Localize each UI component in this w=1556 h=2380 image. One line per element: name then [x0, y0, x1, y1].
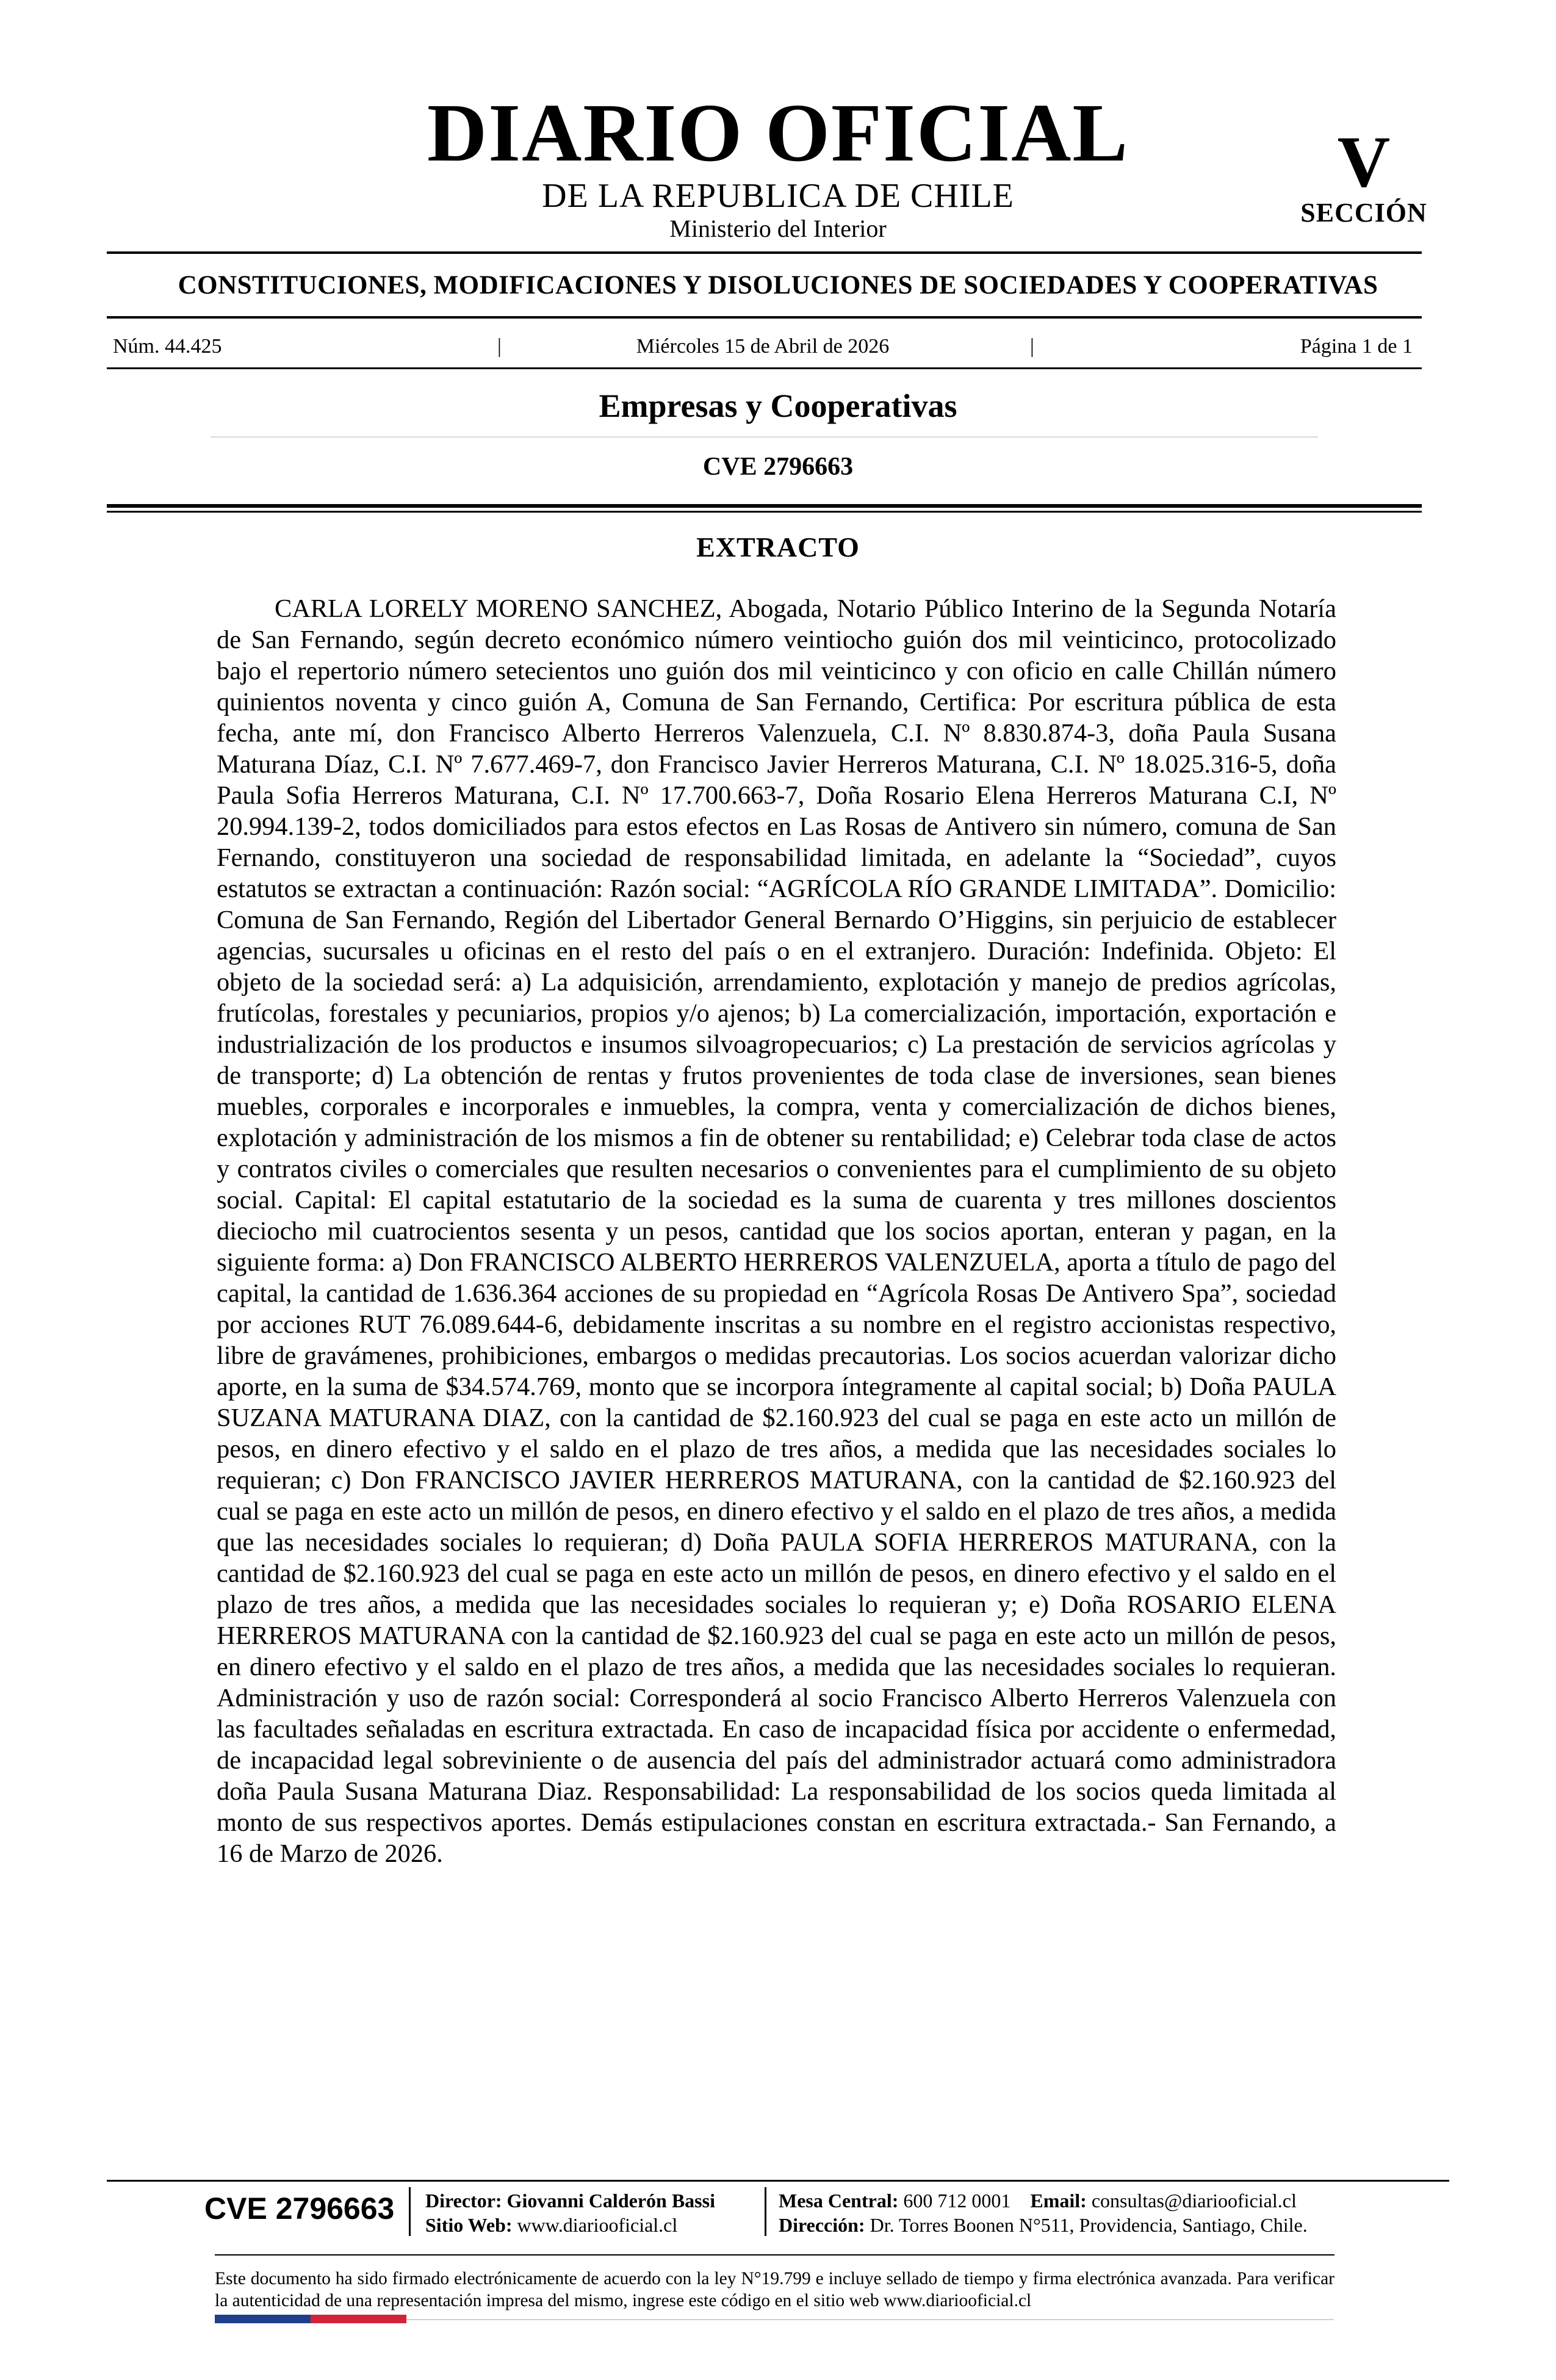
- heading-underline: [211, 436, 1318, 438]
- newspaper-title: DIARIO OFICIAL: [427, 87, 1129, 179]
- website-label: Sitio Web:: [425, 2214, 513, 2236]
- flag-baseline: [406, 2319, 1334, 2320]
- issue-rule-bottom: [107, 367, 1422, 369]
- document-heading: Empresas y Cooperativas: [599, 388, 957, 424]
- header-rule-top: [107, 251, 1422, 254]
- section-label: SECCIÓN: [1300, 198, 1427, 228]
- director-label: Director:: [425, 2190, 502, 2212]
- page-number: Página 1 de 1: [1300, 335, 1413, 358]
- footer-director-block: [425, 2188, 715, 2237]
- issue-separator: |: [1030, 335, 1034, 358]
- address-text: Dr. Torres Boonen N°511, Providencia, Santiago, Chile.: [870, 2214, 1308, 2236]
- issue-number: Núm. 44.425: [113, 335, 222, 358]
- issue-date: Miércoles 15 de Abril de 2026: [636, 335, 890, 358]
- issue-separator: |: [497, 335, 502, 358]
- footer-rule: [107, 2180, 1449, 2182]
- issue-info-row: [113, 334, 1413, 359]
- phone-number: 600 712 0001: [903, 2190, 1011, 2212]
- header-double-rule-thin: [107, 511, 1422, 513]
- phone-label: Mesa Central:: [779, 2190, 899, 2212]
- footer-divider: [409, 2187, 411, 2236]
- footer-rule-bottom: [215, 2254, 1334, 2256]
- website-link[interactable]: www.diariooficial.cl: [517, 2214, 678, 2236]
- cve-code: CVE 2796663: [702, 453, 854, 481]
- footer-legal-note: Este documento ha sido firmado electrónicamente de acuerdo con la ley N°19.799 e incluye sellado de tiempo y firma electrónica avanzada. Para verificar la autenticidad de una representación impresa del mismo, ingrese este código en el sitio web www.diariooficial.cl: [215, 2269, 1334, 2310]
- newspaper-subtitle: DE LA REPUBLICA DE CHILE: [542, 177, 1014, 215]
- footer-divider: [765, 2187, 766, 2236]
- header-double-rule-thick: [107, 504, 1422, 508]
- address-label: Dirección:: [779, 2214, 865, 2236]
- header-rule-category-bottom: [107, 316, 1422, 319]
- email-link[interactable]: consultas@diariooficial.cl: [1091, 2190, 1297, 2212]
- flag-stripe-red: [311, 2315, 406, 2323]
- director-name: Giovanni Calderón Bassi: [506, 2190, 715, 2212]
- email-label: Email:: [1030, 2190, 1087, 2212]
- extract-body: CARLA LORELY MORENO SANCHEZ, Abogada, Notario Público Interino de la Segunda Notaría de San Fernando, según decreto económico número veintiocho guión dos mil veinticinco, protocolizado bajo el repertorio número setecientos uno guión dos mil veinticinco y con oficio en calle Chillán número quinientos noventa y cinco guión A, Comuna de San Fernando, Certifica: Por escritura pública de esta fecha, ante mí, don Francisco Alberto Herreros Valenzuela, C.I. Nº 8.830.874-3, doña Paula Susana Maturana Díaz, C.I. Nº 7.677.469-7, don Francisco Javier Herreros Maturana, C.I. Nº 18.025.316-5, doña Paula Sofia Herreros Maturana, C.I. Nº 17.700.663-7, Doña Rosario Elena Herreros Maturana C.I, Nº 20.994.139-2, todos domiciliados para estos efectos en Las Rosas de Antivero sin número, comuna de San Fernando, constituyeron una sociedad de responsabilidad limitada, en adelante la “Sociedad”, cuyos estatutos se extractan a continuación: Razón social: “AGRÍCOLA RÍO GRANDE LIMITADA”. Domicilio: Comuna de San Fernando, Región del Libertador General Bernardo O’Higgins, sin perjuicio de establecer agencias, sucursales u oficinas en el resto del país o en el extranjero. Duración: Indefinida. Objeto: El objeto de la sociedad será: a) La adquisición, arrendamiento, explotación y manejo de predios agrícolas, frutícolas, forestales y pecuniarios, propios y/o ajenos; b) La comercialización, importación, exportación e industrialización de los productos e insumos silvoagropecuarios; c) La prestación de servicios agrícolas y de transporte; d) La obtención de rentas y frutos provenientes de toda clase de inversiones, sean bienes muebles, corporales e incorporales e inmuebles, la compra, venta y comercialización de dichos bienes, explotación y administración de los mismos a fin de obtener su rentabilidad; e) Celebrar toda clase de actos y contratos civiles o comerciales que resulten necesarios o convenientes para el cumplimiento de su objeto social. Capital: El capital estatutario de la sociedad es la suma de cuarenta y tres millones doscientos dieciocho mil cuatrocientos sesenta y un pesos, cantidad que los socios aportan, enteran y pagan, en la siguiente forma: a) Don FRANCISCO ALBERTO HERREROS VALENZUELA, aporta a título de pago del capital, la cantidad de 1.636.364 acciones de su propiedad en “Agrícola Rosas De Antivero Spa”, sociedad por acciones RUT 76.089.644-6, debidamente inscritas a su nombre en el registro accionistas respectivo, libre de gravámenes, prohibiciones, embargos o medidas precautorias. Los socios acuerdan valorizar dicho aporte, en la suma de $34.574.769, monto que se incorpora íntegramente al capital social; b) Doña PAULA SUZANA MATURANA DIAZ, con la cantidad de $2.160.923 del cual se paga en este acto un millón de pesos, en dinero efectivo y el saldo en el plazo de tres años, a medida que las necesidades sociales lo requieran; c) Don FRANCISCO JAVIER HERREROS MATURANA, con la cantidad de $2.160.923 del cual se paga en este acto un millón de pesos, en dinero efectivo y el saldo en el plazo de tres años, a medida que las necesidades sociales lo requieran; d) Doña PAULA SOFIA HERREROS MATURANA, con la cantidad de $2.160.923 del cual se paga en este acto un millón de pesos, en dinero efectivo y el saldo en el plazo de tres años, a medida que las necesidades sociales lo requieran y; e) Doña ROSARIO ELENA HERREROS MATURANA con la cantidad de $2.160.923 del cual se paga en este acto un millón de pesos, en dinero efectivo y el saldo en el plazo de tres años, a medida que las necesidades sociales lo requieran. Administración y uso de razón social: Corresponderá al socio Francisco Alberto Herreros Valenzuela con las facultades señaladas en escritura extractada. En caso de incapacidad física por accidente o enfermedad, de incapacidad legal sobreviniente o de ausencia del país del administrador actuará como administradora doña Paula Susana Maturana Diaz. Responsabilidad: La responsabilidad de los socios queda limitada al monto de sus respectivos aportes. Demás estipulaciones constan en escritura extractada.- San Fernando, a 16 de Marzo de 2026.: [217, 594, 1336, 1868]
- section-category: CONSTITUCIONES, MODIFICACIONES Y DISOLUCIONES DE SOCIEDADES Y COOPERATIVAS: [178, 271, 1378, 300]
- footer-cve-code: CVE 2796663: [204, 2191, 395, 2226]
- section-letter: V: [1337, 121, 1391, 202]
- footer-contact-block: [779, 2188, 1308, 2237]
- ministry-label: Ministerio del Interior: [669, 215, 887, 242]
- document-title: EXTRACTO: [696, 532, 860, 563]
- flag-stripe-blue: [215, 2315, 311, 2323]
